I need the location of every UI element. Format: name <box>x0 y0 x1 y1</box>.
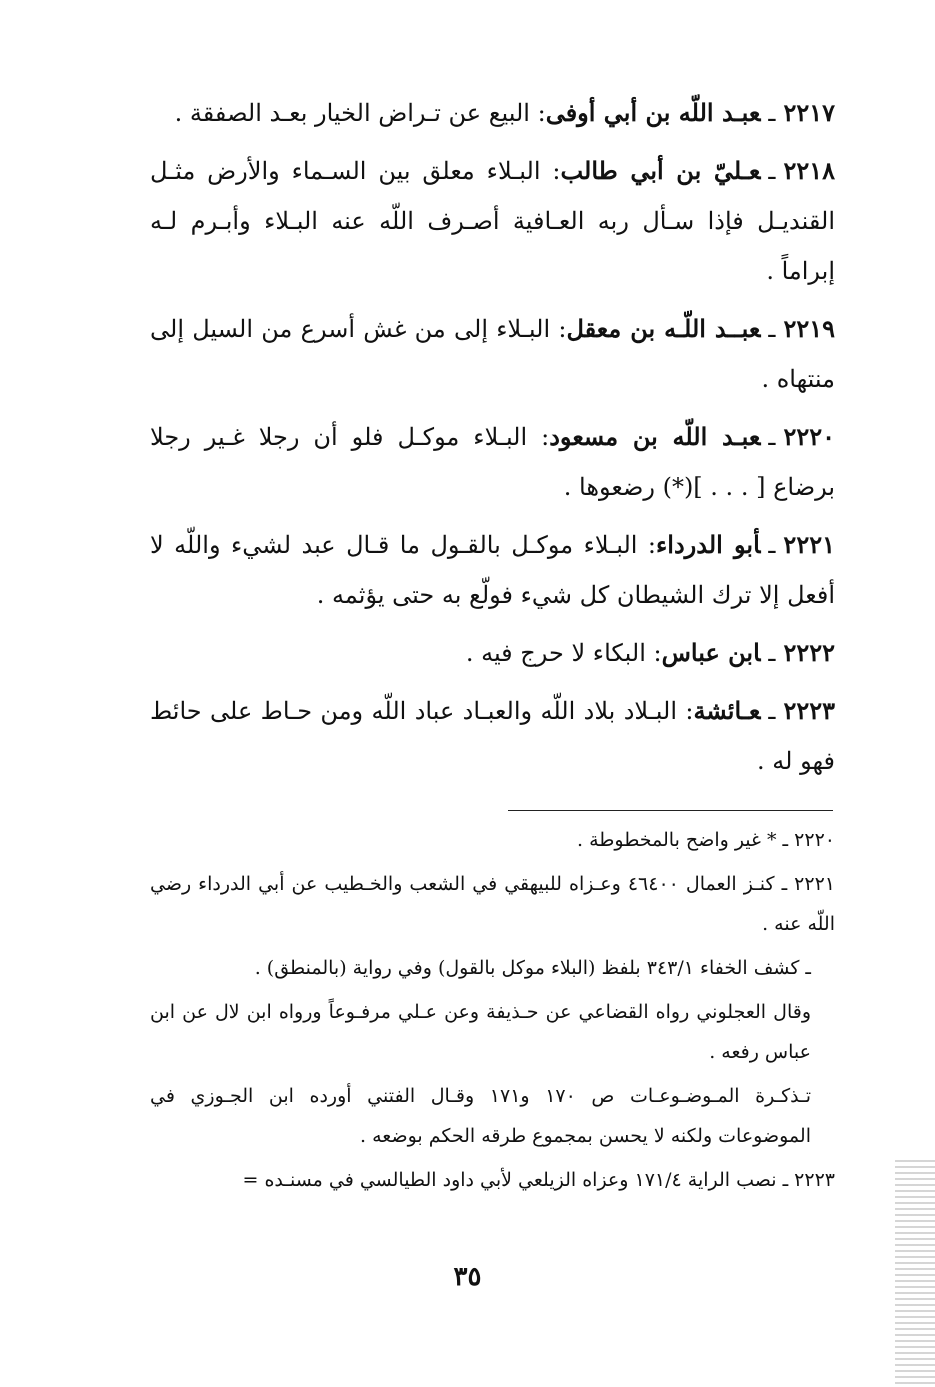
entry-number: ٢٢٢٢ <box>783 638 835 667</box>
entry-narrator: عبــد اللّـه بن معقل <box>566 314 761 343</box>
footnote: ٢٢٢١ ـ كنـز العمال ٤٦٤٠٠ وعـزاه للبيهقي في الشعب والخـطيب عن أبي الدرداء رضي اللّه عنه . <box>150 873 835 935</box>
footnote: ٢٢٢٣ ـ نصب الراية ١٧١/٤ وعزاه الزيلعي لأبي داود الطيالسي في مسنـده = <box>242 1169 835 1191</box>
entry-text: البـلاء معلق بين السـماء والأرض مثـل القنديـل فإذا سـأل ربه العـافية أصـرف اللّه عنه البـلاء وأبـرم لـه إبراماً . <box>150 157 835 285</box>
footnote: تـذكـرة المـوضـوعـات ص ١٧٠ و١٧١ وقـال الفتني أورده ابن الجـوزي في الموضوعات ولكنه لا يحسن بمجموع طرقه الحكم بوضعه . <box>150 1085 811 1147</box>
entry-narrator: عـائشة <box>693 696 761 725</box>
entry-narrator: عـليّ بن أبي طالب <box>560 156 761 185</box>
entry-text: البـلاء موكـل بالقـول ما قـال عبد لشيء واللّه لا أفعل إلا ترك الشيطان كل شيء فولّع به حتى يؤثمه . <box>150 531 835 609</box>
entry-2223: ٢٢٢٣ـعـائشة: البـلاد بلاد اللّه والعبـاد عباد اللّه ومن حـاط على حائط فهو له . <box>150 696 835 775</box>
entry-number: ٢٢١٨ <box>783 156 835 185</box>
entry-narrator: أبو الدرداء <box>656 530 761 559</box>
entry-text: البيع عن تـراض الخيار بعـد الصفقة . <box>174 99 530 127</box>
entry-number: ٢٢٢٠ <box>783 422 836 451</box>
entry-text: البـلاء موكـل فلو أن رجلا غـير رجلا برضاع [ . . . ](*) رضعوها . <box>150 423 835 501</box>
entry-2222: ٢٢٢٢ـابن عباس: البكاء لا حرج فيه . <box>465 638 835 667</box>
scan-edge-artifact <box>895 1160 935 1387</box>
entry-number: ٢٢١٧ <box>783 98 835 127</box>
entry-narrator: عبـد اللّه بن مسعود <box>549 422 761 451</box>
entry-2217: ٢٢١٧ـعبـد اللّه بن أبي أوفى: البيع عن تـراض الخيار بعـد الصفقة . <box>174 98 835 127</box>
entry-2218: ٢٢١٨ـعـليّ بن أبي طالب: البـلاء معلق بين السـماء والأرض مثـل القنديـل فإذا سـأل ربه العـافية أصـرف اللّه عنه البـلاء وأبـرم لـه إبراماً . <box>150 156 835 285</box>
entry-narrator: عبـد اللّه بن أبي أوفى <box>545 98 761 127</box>
footnotes <box>150 820 835 1204</box>
entry-text: البـلاد بلاد اللّه والعبـاد عباد اللّه ومن حـاط على حائط فهو له . <box>150 697 835 775</box>
entry-number: ٢٢١٩ <box>783 314 835 343</box>
entry-2220: ٢٢٢٠ـعبـد اللّه بن مسعود: البـلاء موكـل فلو أن رجلا غـير رجلا برضاع [ . . . ](*) رضعوها . <box>150 422 836 501</box>
entry-2219: ٢٢١٩ـعبــد اللّـه بن معقل: البـلاء إلى من غش أسرع من السيل إلى منتهاه . <box>150 314 835 393</box>
entry-text: البكاء لا حرج فيه . <box>465 639 646 667</box>
entry-number: ٢٢٢١ <box>783 530 835 559</box>
entry-text: البـلاء إلى من غش أسرع من السيل إلى منتهاه . <box>150 315 835 393</box>
footnote: ٢٢٢٠ ـ * غير واضح بالمخطوطة . <box>576 829 835 851</box>
entry-2221: ٢٢٢١ـأبو الدرداء: البـلاء موكـل بالقـول ما قـال عبد لشيء واللّه لا أفعل إلا ترك الشيطان كل شيء فولّع به حتى يؤثمه . <box>150 530 835 609</box>
entry-narrator: ابن عباس <box>661 638 761 667</box>
footnote: ـ كشف الخفاء ٣٤٣/١ بلفظ (البلاء موكل بالقول) وفي رواية (بالمنطق) . <box>254 957 811 979</box>
footnote: وقال العجلوني رواه القضاعي عن حـذيفة وعن عـلي مرفـوعاً ورواه ابن لال عن ابن عباس رفعه . <box>150 1001 812 1063</box>
footnote-divider <box>508 810 833 811</box>
entry-number: ٢٢٢٣ <box>783 696 835 725</box>
main-text <box>150 88 835 794</box>
page-number: ٣٥ <box>453 1262 482 1292</box>
